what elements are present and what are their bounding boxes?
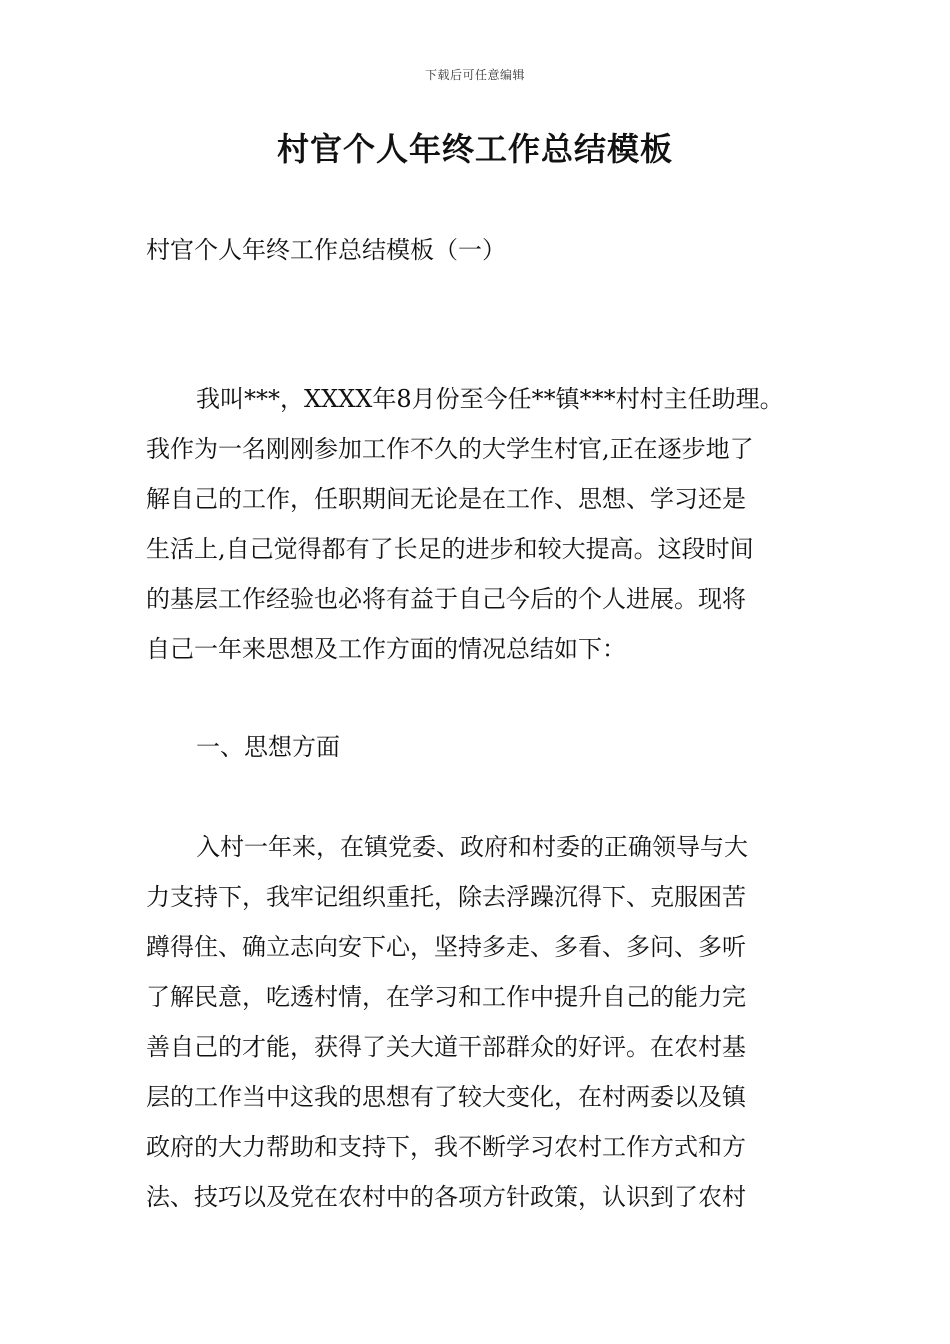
paragraph-thought — [146, 822, 826, 1222]
paragraph-line: 入村一年来，在镇党委、政府和村委的正确领导与大 — [196, 833, 748, 861]
paragraph-line: 解自己的工作，任职期间无论是在工作、思想、学习还是 — [146, 485, 746, 513]
paragraph-intro — [146, 374, 826, 674]
header-note: 下载后可任意编辑 — [424, 68, 525, 82]
paragraph-line: 生活上,自己觉得都有了长足的进步和较大提高。这段时间 — [146, 535, 754, 563]
document-subtitle: 村官个人年终工作总结模板（一） — [146, 236, 506, 264]
paragraph-line: 蹲得住、确立志向安下心，坚持多走、多看、多问、多听 — [146, 933, 746, 961]
paragraph-line: 法、技巧以及党在农村中的各项方针政策，认识到了农村 — [146, 1183, 746, 1211]
paragraph-line: 我作为一名刚刚参加工作不久的大学生村官,正在逐步地了 — [146, 435, 754, 463]
paragraph-line: 我叫***，XXXX年8月份至今任**镇***村村主任助理。 — [196, 385, 784, 413]
document-title: 村官个人年终工作总结模板 — [276, 130, 673, 168]
paragraph-line: 层的工作当中这我的思想有了较大变化，在村两委以及镇 — [146, 1083, 746, 1111]
paragraph-line: 自己一年来思想及工作方面的情况总结如下： — [146, 635, 626, 663]
paragraph-line: 政府的大力帮助和支持下，我不断学习农村工作方式和方 — [146, 1133, 746, 1161]
paragraph-line: 善自己的才能，获得了关大道干部群众的好评。在农村基 — [146, 1033, 746, 1061]
section-heading-thought: 一、思想方面 — [196, 733, 340, 761]
paragraph-line: 力支持下，我牢记组织重托，除去浮躁沉得下、克服困苦 — [146, 883, 746, 911]
paragraph-line: 了解民意，吃透村情，在学习和工作中提升自己的能力完 — [146, 983, 746, 1011]
paragraph-line: 的基层工作经验也必将有益于自己今后的个人进展。现将 — [146, 585, 746, 613]
